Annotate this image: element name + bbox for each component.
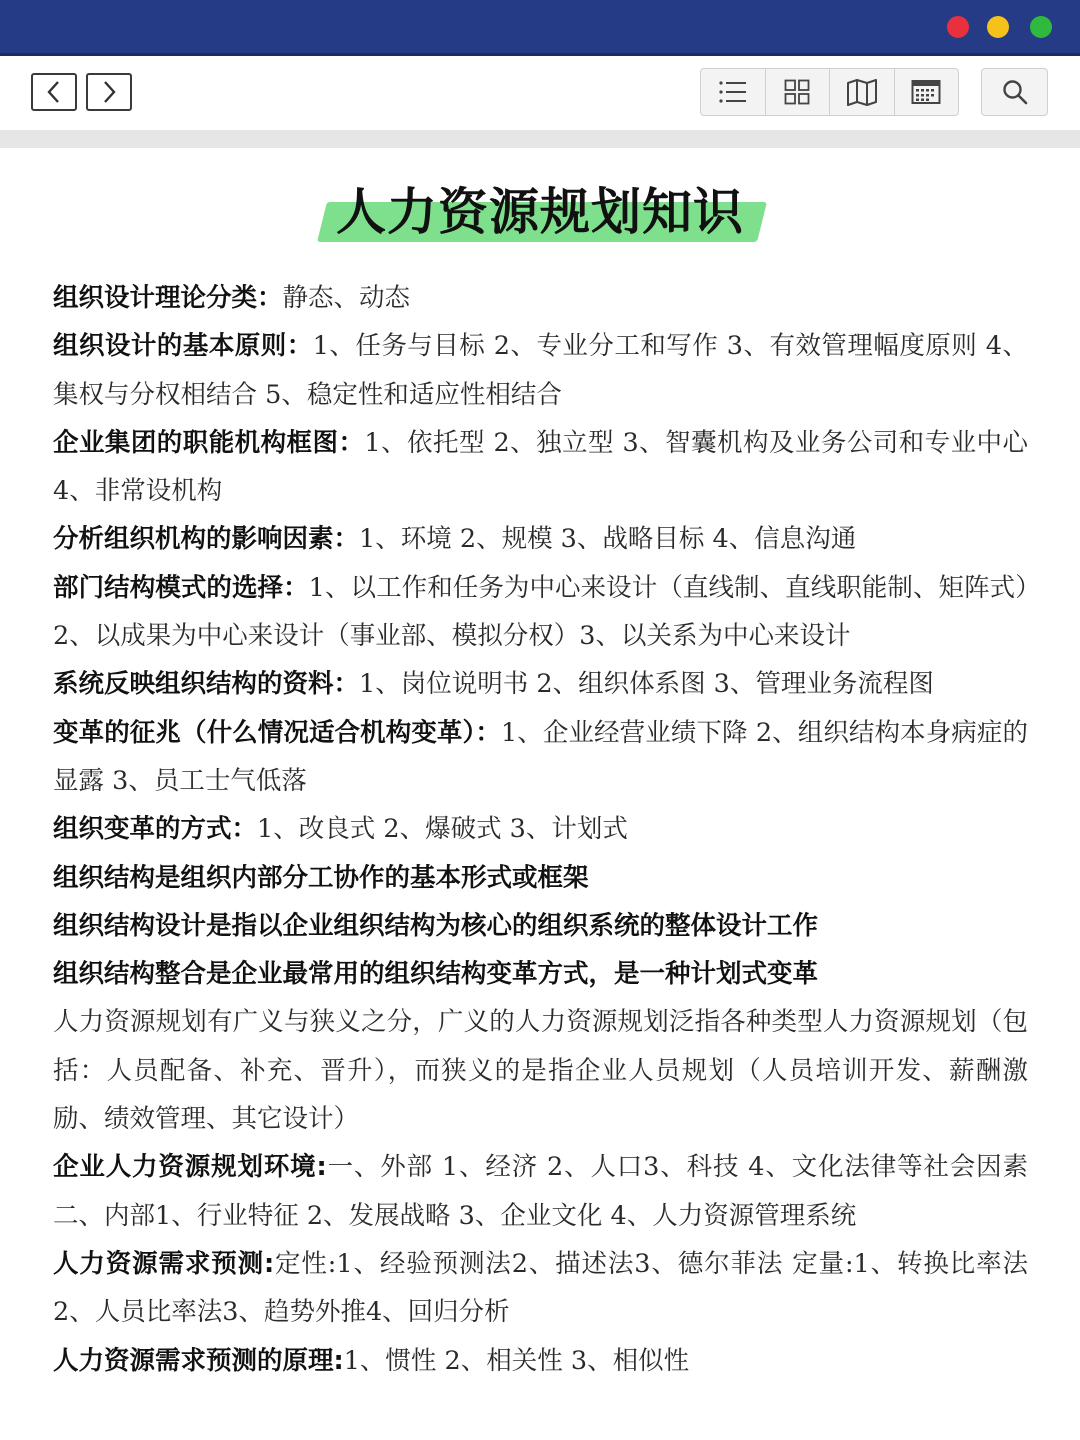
paragraph-text: 静态、动态 bbox=[282, 283, 411, 313]
paragraph-heading: 组织设计理论分类： bbox=[53, 283, 283, 313]
map-view-button[interactable] bbox=[830, 69, 895, 115]
calendar-view-button[interactable] bbox=[895, 69, 959, 115]
paragraph bbox=[53, 419, 1028, 516]
paragraph bbox=[53, 322, 1028, 419]
forward-button[interactable] bbox=[86, 73, 132, 111]
paragraph bbox=[53, 805, 1028, 853]
paragraph bbox=[53, 515, 1028, 563]
list-view-button[interactable] bbox=[701, 69, 766, 115]
minimize-window-button[interactable] bbox=[987, 16, 1009, 38]
toolbar bbox=[0, 56, 1080, 130]
chevron-right-icon bbox=[88, 75, 130, 109]
paragraph bbox=[53, 854, 1028, 902]
page-title: 人力资源规划知识 bbox=[336, 182, 744, 241]
paragraph-text: 1、惯性 2、相关性 3、相似性 bbox=[343, 1345, 690, 1376]
paragraph-heading: 企业集团的职能机构框图： bbox=[53, 427, 365, 458]
close-window-button[interactable] bbox=[947, 16, 969, 38]
article-body bbox=[53, 274, 1028, 1385]
toolbar-divider bbox=[0, 130, 1080, 148]
paragraph-heading: 部门结构模式的选择： bbox=[53, 572, 309, 603]
paragraph bbox=[53, 1337, 1028, 1385]
paragraph bbox=[53, 660, 1028, 708]
paragraph-heading: 变革的征兆（什么情况适合机构变革）： bbox=[53, 717, 501, 748]
list-view-icon bbox=[718, 79, 748, 105]
maximize-window-button[interactable] bbox=[1030, 16, 1052, 38]
paragraph bbox=[53, 709, 1028, 806]
paragraph-heading: 人力资源需求预测的原理: bbox=[53, 1345, 344, 1376]
chevron-left-icon bbox=[33, 75, 75, 109]
paragraph-text: 1、环境 2、规模 3、战略目标 4、信息沟通 bbox=[359, 524, 857, 555]
paragraph-text: 1、企业经营业绩下降 2、组织结构本身病症的显露 3、员工士气低落 bbox=[53, 717, 1028, 796]
calendar-icon bbox=[911, 79, 941, 105]
search-button[interactable] bbox=[981, 68, 1048, 116]
grid-view-button[interactable] bbox=[766, 69, 831, 115]
paragraph-text: 1、依托型 2、独立型 3、智囊机构及业务公司和专业中心 4、非常设机构 bbox=[53, 427, 1028, 507]
grid-view-icon bbox=[784, 79, 810, 105]
paragraph-heading: 组织结构整合是企业最常用的组织结构变革方式，是一种计划式变革 bbox=[53, 959, 819, 990]
paragraph-heading: 组织变革的方式： bbox=[53, 814, 258, 845]
map-icon bbox=[846, 78, 878, 106]
window-titlebar bbox=[0, 0, 1080, 56]
paragraph bbox=[53, 998, 1028, 1143]
paragraph-heading: 分析组织机构的影响因素： bbox=[53, 524, 360, 555]
paragraph-heading: 系统反映组织结构的资料： bbox=[53, 669, 360, 700]
paragraph-text: 1、以工作和任务为中心来设计（直线制、直线职能制、矩阵式）2、以成果为中心来设计（事业部、模拟分权）3、以关系为中心来设计 bbox=[53, 572, 1028, 652]
paragraph-heading: 人力资源需求预测: bbox=[53, 1248, 275, 1279]
paragraph-text: 1、任务与目标 2、专业分工和写作 3、有效管理幅度原则 4、集权与分权相结合 5、稳定性和适应性相结合 bbox=[53, 331, 1028, 410]
paragraph bbox=[53, 564, 1028, 661]
paragraph bbox=[53, 1143, 1028, 1240]
search-icon bbox=[1001, 78, 1029, 106]
paragraph bbox=[53, 950, 1028, 998]
paragraph-heading: 企业人力资源规划环境: bbox=[53, 1152, 327, 1183]
paragraph-text: 1、改良式 2、爆破式 3、计划式 bbox=[257, 814, 628, 845]
paragraph-text: 定性:1、经验预测法2、描述法3、德尔菲法 定量:1、转换比率法2、人员比率法3、趋势外推4、回归分析 bbox=[53, 1248, 1028, 1328]
view-switcher bbox=[700, 68, 959, 116]
paragraph-heading: 组织结构是组织内部分工协作的基本形式或框架 bbox=[53, 862, 589, 893]
paragraph-heading: 组织设计的基本原则： bbox=[53, 331, 313, 362]
paragraph-text: 人力资源规划有广义与狭义之分，广义的人力资源规划泛指各种类型人力资源规划（包括：人员配备、补充、晋升），而狭义的是指企业人员规划（人员培训开发、薪酬激励、绩效管理、其它设计） bbox=[53, 1007, 1028, 1135]
paragraph-text: 一、外部 1、经济 2、人口3、科技 4、文化法律等社会因素 二、内部1、行业特征 2、发展战略 3、企业文化 4、人力资源管理系统 bbox=[53, 1152, 1028, 1231]
paragraph-text: 1、岗位说明书 2、组织体系图 3、管理业务流程图 bbox=[359, 669, 934, 700]
title-block bbox=[0, 176, 1080, 256]
paragraph bbox=[53, 1240, 1028, 1337]
paragraph-heading: 组织结构设计是指以企业组织结构为核心的组织系统的整体设计工作 bbox=[53, 910, 819, 941]
paragraph bbox=[53, 902, 1028, 950]
paragraph bbox=[53, 274, 1028, 322]
back-button[interactable] bbox=[31, 73, 77, 111]
